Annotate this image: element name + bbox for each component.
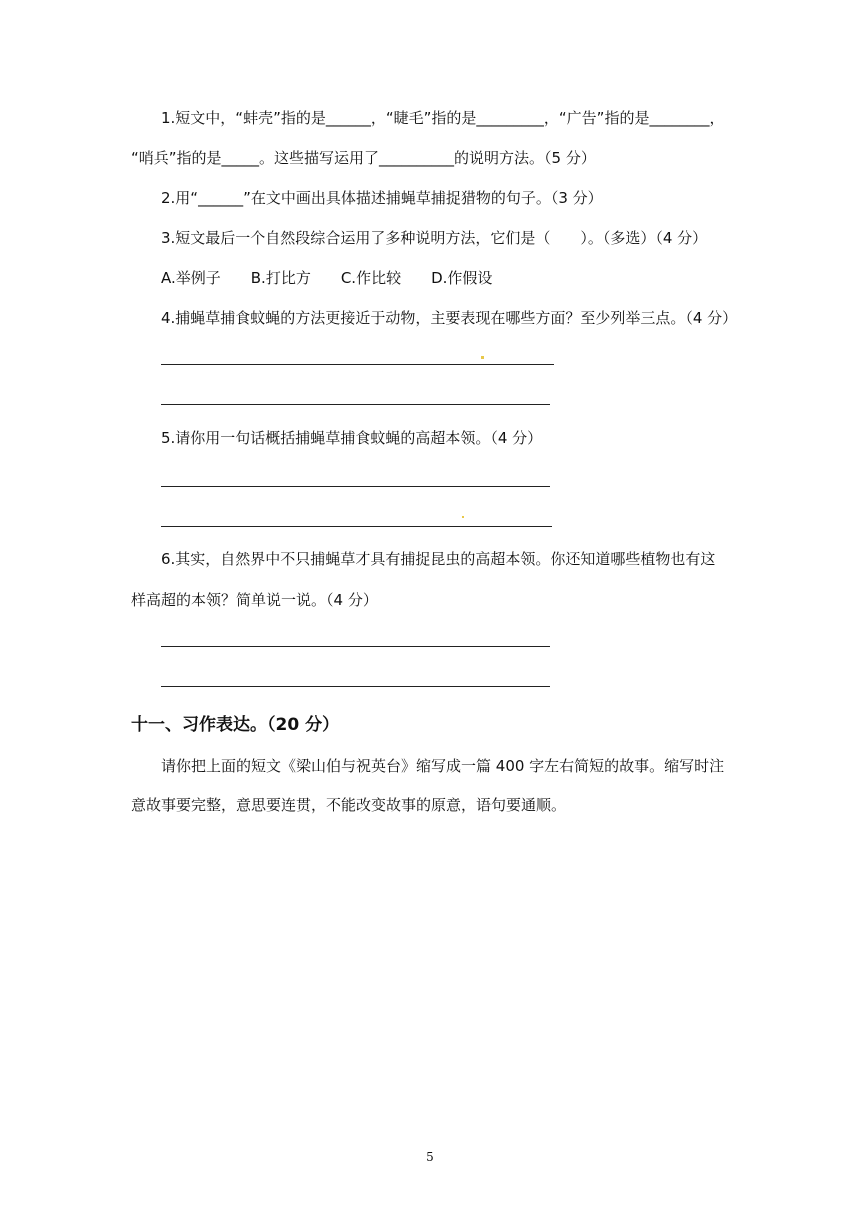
section-11-prompt-line-2: 意故事要完整，意思要连贯，不能改变故事的原意，语句要通顺。 <box>131 796 567 814</box>
answer-line <box>161 526 552 527</box>
question-2: 2.用“______”在文中画出具体描述捕蝇草捕捉猎物的句子。（3 分） <box>161 189 603 207</box>
answer-line <box>161 404 550 405</box>
question-1-line-2: “哨兵”指的是_____。这些描写运用了__________的说明方法。（5 分） <box>131 149 596 167</box>
question-4: 4.捕蝇草捕食蚊蝇的方法更接近于动物，主要表现在哪些方面？至少列举三点。（4 分） <box>161 309 738 327</box>
question-5: 5.请你用一句话概括捕蝇草捕食蚊蝇的高超本领。（4 分） <box>161 429 543 447</box>
question-3: 3.短文最后一个自然段综合运用了多种说明方法，它们是（ ）。（多选）（4 分） <box>161 229 708 247</box>
section-11-heading: 十一、习作表达。（20 分） <box>131 715 340 735</box>
scan-speck <box>462 516 464 518</box>
page-number: 5 <box>426 1150 434 1164</box>
answer-line <box>161 486 550 487</box>
section-11-prompt-line-1: 请你把上面的短文《梁山伯与祝英台》缩写成一篇 400 字左右简短的故事。缩写时注 <box>161 757 725 775</box>
question-6-line-1: 6.其实，自然界中不只捕蝇草才具有捕捉昆虫的高超本领。你还知道哪些植物也有这 <box>161 550 716 568</box>
question-1-line-1: 1.短文中，“蚌壳”指的是______，“睫毛”指的是_________，“广告”指的是________， <box>161 109 725 127</box>
question-3-options: A.举例子 B.打比方 C.作比较 D.作假设 <box>161 269 493 287</box>
answer-line <box>161 364 554 365</box>
scan-speck <box>481 356 484 359</box>
question-6-line-2: 样高超的本领？简单说一说。（4 分） <box>131 591 378 609</box>
answer-line <box>161 686 550 687</box>
answer-line <box>161 646 550 647</box>
